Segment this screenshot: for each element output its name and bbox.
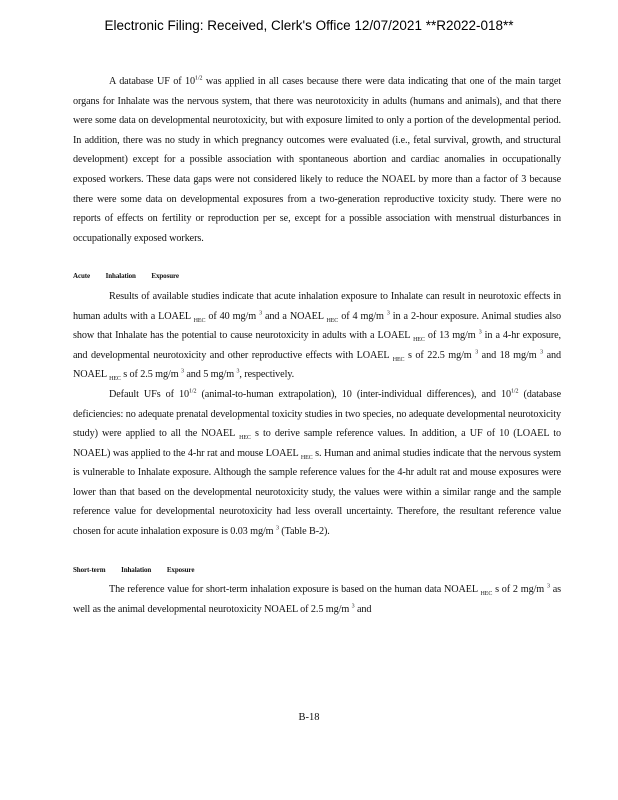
page-number: B-18 — [298, 712, 320, 723]
text-run: (database deficiencies: no adequate prenatal developmental toxicity studies in two species, no adequate developmental neurotoxicity study) were applied to all the NOAEL — [73, 388, 562, 440]
text-run: s. Human and animal studies indicate that the nervous system is vulnerable to Inhalate exposure. Although the sample reference values for the 4-hr adult rat and mouse exposures were lower than that based on the developmental neurotoxicity study, the values were within a similar range and the sample reference value for developmental neurotoxicity had less overall uncertainty. Therefore, the resultant reference value chosen for acute inhalation exposure is 0.03 mg/m — [73, 447, 562, 538]
text-run: s of 2 mg/m — [495, 584, 545, 596]
text-run: and 18 mg/m — [478, 349, 537, 361]
paragraph-short-term — [73, 580, 561, 619]
text-run: and NOAEL — [73, 349, 561, 381]
paragraph-default-ufs — [73, 385, 561, 542]
paragraph-acute-results — [73, 287, 561, 385]
text-run: and — [354, 603, 372, 615]
subscript-hec: HEC — [413, 337, 425, 344]
text-run: s of 22.5 mg/m — [408, 349, 472, 361]
subscript-hec: HEC — [326, 317, 339, 324]
superscript-3: 3 — [547, 583, 550, 590]
text-run: The reference value for short-term inhalation exposure is based on the human data NOAEL — [109, 584, 478, 596]
superscript-3: 3 — [259, 310, 262, 317]
paragraph-database-uf — [73, 72, 561, 248]
subscript-hec: HEC — [480, 591, 493, 598]
superscript-3: 3 — [386, 310, 390, 317]
superscript-3: 3 — [478, 329, 482, 336]
subscript-hec: HEC — [239, 435, 251, 442]
superscript-3: 3 — [540, 349, 544, 356]
superscript: 1/2 — [195, 75, 203, 82]
superscript-3: 3 — [475, 349, 479, 356]
superscript-3: 3 — [351, 603, 355, 610]
text-run: was applied in all cases because there were data indicating that one of the main target organs for Inhalate was the nervous system, that there was neurotoxicity in adults (humans and animals), and that there were some data on developmental neurotoxicity, but with exposure limited to only a portion of the developmental period. In addition, there was no study in which pregnancy outcomes were evaluated (i.e., fetal survival, growth, and structural development) except for a possible association with spontaneous abortion and cardiac anomalies in occupationally exposed workers. These data gaps were not considered likely to reduce the NOAEL by more than a factor of 3 because there were some data on developmental exposures from a two-generation reproductive toxicity study. There were no reports of effects on fertility or reproduction per se, except for a possible association with menstrual disturbances in occupationally exposed workers. — [73, 76, 561, 244]
text-run: Default UFs of 10 — [109, 388, 190, 400]
text-run: and 5 mg/m — [183, 369, 235, 381]
section-heading-acute: Acute Inhalation Exposure — [73, 272, 179, 281]
text-run: Results of available studies indicate that acute inhalation exposure to Inhalate can result in neurotoxic effects in human adults with a LOAEL — [73, 290, 561, 322]
section-heading-short-term: Short-term Inhalation Exposure — [73, 565, 195, 574]
superscript: 1/2 — [511, 388, 519, 395]
text-run: , respectively. — [239, 369, 295, 381]
text-run: s of 2.5 mg/m — [123, 369, 179, 381]
text-run: of 13 mg/m — [424, 330, 476, 342]
text-run: of 40 mg/m — [205, 310, 257, 322]
text-run: (Table B-2). — [278, 526, 330, 538]
superscript-3: 3 — [275, 525, 279, 532]
subscript-hec: HEC — [392, 356, 405, 363]
text-run: (animal-to-human extrapolation), 10 (inter-individual differences), and 10 — [196, 388, 511, 400]
superscript: 1/2 — [189, 388, 197, 395]
superscript-3: 3 — [181, 368, 184, 375]
filing-header: Electronic Filing: Received, Clerk's Office 12/07/2021 **R2022-018** — [104, 18, 514, 33]
subscript-hec: HEC — [193, 317, 206, 324]
text-run: s to derive sample reference values. In addition, a UF of 10 (LOAEL to NOAEL) was applied to the 4-hr rat and mouse LOAEL — [73, 428, 561, 459]
text-run: as well as the animal developmental neurotoxicity NOAEL of 2.5 mg/m — [73, 584, 562, 615]
text-run: in a 2-hour exposure. Animal studies also show that Inhalate has the potential to cause neurotoxicity in adults with a LOAEL — [73, 310, 561, 342]
text-run: of 4 mg/m — [338, 310, 384, 322]
document-body — [73, 72, 561, 619]
subscript-hec: HEC — [300, 454, 313, 461]
text-run: and a NOAEL — [261, 310, 324, 322]
superscript-3: 3 — [236, 368, 240, 375]
text-run: A database UF of 10 — [109, 76, 196, 87]
subscript-hec: HEC — [109, 376, 121, 383]
text-run: in a 4-hr exposure, and developmental neurotoxicity and other reproductive effects with LOAEL — [73, 330, 561, 361]
